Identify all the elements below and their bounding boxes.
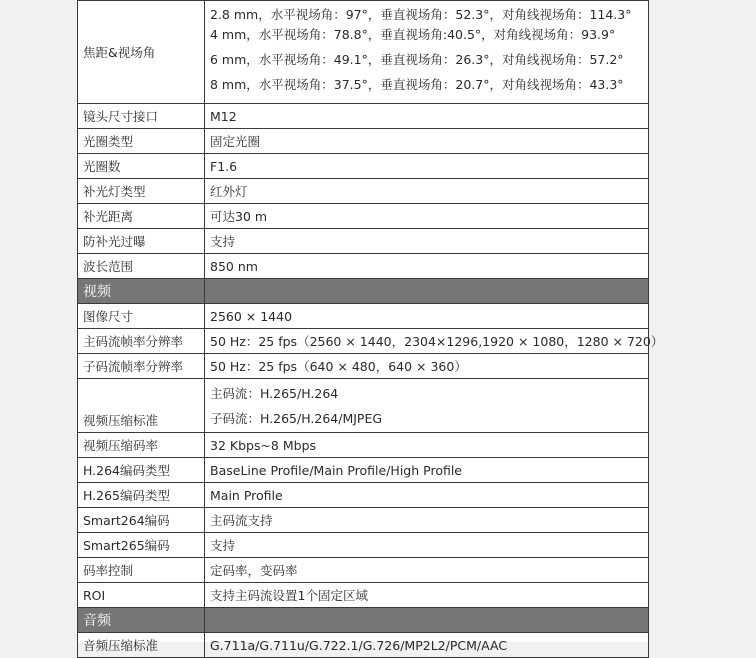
spec-value: Main Profile [205, 483, 649, 508]
spec-value: 支持 [205, 533, 649, 558]
compression-line: 子码流：H.265/H.264/MJPEG [210, 410, 383, 426]
spec-label: 子码流帧率分辨率 [78, 354, 205, 379]
section-header-blank [205, 279, 649, 304]
spec-value: 红外灯 [205, 179, 649, 204]
table-row [78, 329, 649, 354]
spec-label: 波长范围 [78, 254, 205, 279]
focal-line: 8 mm，水平视场角：37.5°，垂直视场角：20.7°，对角线视场角：43.3° [210, 77, 624, 92]
section-header-video [78, 279, 649, 304]
table-row [78, 104, 649, 129]
spec-value: 固定光圈 [205, 129, 649, 154]
spec-value: 支持主码流设置1个固定区域 [205, 583, 649, 608]
spec-label: 主码流帧率分辨率 [78, 329, 205, 354]
spec-value: 可达30 m [205, 204, 649, 229]
spec-label: 光圈类型 [78, 129, 205, 154]
spec-label: Smart265编码 [78, 533, 205, 558]
spec-value: 32 Kbps~8 Mbps [205, 433, 649, 458]
spec-label: 补光灯类型 [78, 179, 205, 204]
table-row [78, 1, 649, 104]
spec-label: 码率控制 [78, 558, 205, 583]
spec-value: BaseLine Profile/Main Profile/High Profile [205, 458, 649, 483]
focal-line: 6 mm，水平视场角：49.1°，垂直视场角：26.3°，对角线视场角：57.2° [210, 52, 624, 67]
spec-value: F1.6 [205, 154, 649, 179]
spec-value: 2560 × 1440 [205, 304, 649, 329]
table-row [78, 508, 649, 533]
spec-value: 主码流支持 [205, 508, 649, 533]
spec-label: H.264编码类型 [78, 458, 205, 483]
table-row [78, 433, 649, 458]
spec-label: ROI [78, 583, 205, 608]
spec-value: G.711a/G.711u/G.722.1/G.726/MP2L2/PCM/AAC [205, 633, 649, 658]
spec-value-multiline [205, 379, 649, 433]
table-row [78, 633, 649, 658]
table-row [78, 354, 649, 379]
table-row [78, 304, 649, 329]
table-row [78, 179, 649, 204]
table-row [78, 204, 649, 229]
table-row [78, 483, 649, 508]
section-header-audio [78, 608, 649, 633]
table-row [78, 229, 649, 254]
section-title: 视频 [78, 279, 205, 304]
spec-label: 光圈数 [78, 154, 205, 179]
focal-line: 2.8 mm，水平视场角：97°，垂直视场角：52.3°，对角线视场角：114.3° [210, 7, 632, 22]
spec-value: 支持 [205, 229, 649, 254]
table-row [78, 254, 649, 279]
spec-label: 补光距离 [78, 204, 205, 229]
spec-label: Smart264编码 [78, 508, 205, 533]
spec-label: 视频压缩标准 [78, 379, 205, 433]
spec-label: 图像尺寸 [78, 304, 205, 329]
table-row [78, 583, 649, 608]
section-title: 音频 [78, 608, 205, 633]
section-header-blank [205, 608, 649, 633]
spec-sheet [77, 0, 664, 653]
spec-value: 50 Hz：25 fps（2560 × 1440，2304×1296,1920 × 1080，1280 × 720） [205, 329, 649, 354]
spec-label: 防补光过曝 [78, 229, 205, 254]
spec-value: M12 [205, 104, 649, 129]
spec-label: 焦距&视场角 [78, 1, 205, 104]
table-row [78, 129, 649, 154]
table-row [78, 154, 649, 179]
spec-label: 镜头尺寸接口 [78, 104, 205, 129]
table-row [78, 458, 649, 483]
table-row [78, 533, 649, 558]
spec-label: H.265编码类型 [78, 483, 205, 508]
spec-label: 音频压缩标准 [78, 633, 205, 658]
spec-value-multiline [205, 1, 649, 104]
spec-label: 视频压缩码率 [78, 433, 205, 458]
spec-value: 50 Hz：25 fps（640 × 480，640 × 360） [205, 354, 649, 379]
spec-table [77, 0, 664, 658]
table-row [78, 379, 649, 433]
spec-value: 850 nm [205, 254, 649, 279]
table-row [78, 558, 649, 583]
focal-line: 4 mm，水平视场角：78.8°，垂直视场角:40.5°，对角线视场角：93.9° [210, 27, 616, 42]
spec-value: 定码率，变码率 [205, 558, 649, 583]
compression-line: 主码流：H.265/H.264 [210, 385, 339, 401]
